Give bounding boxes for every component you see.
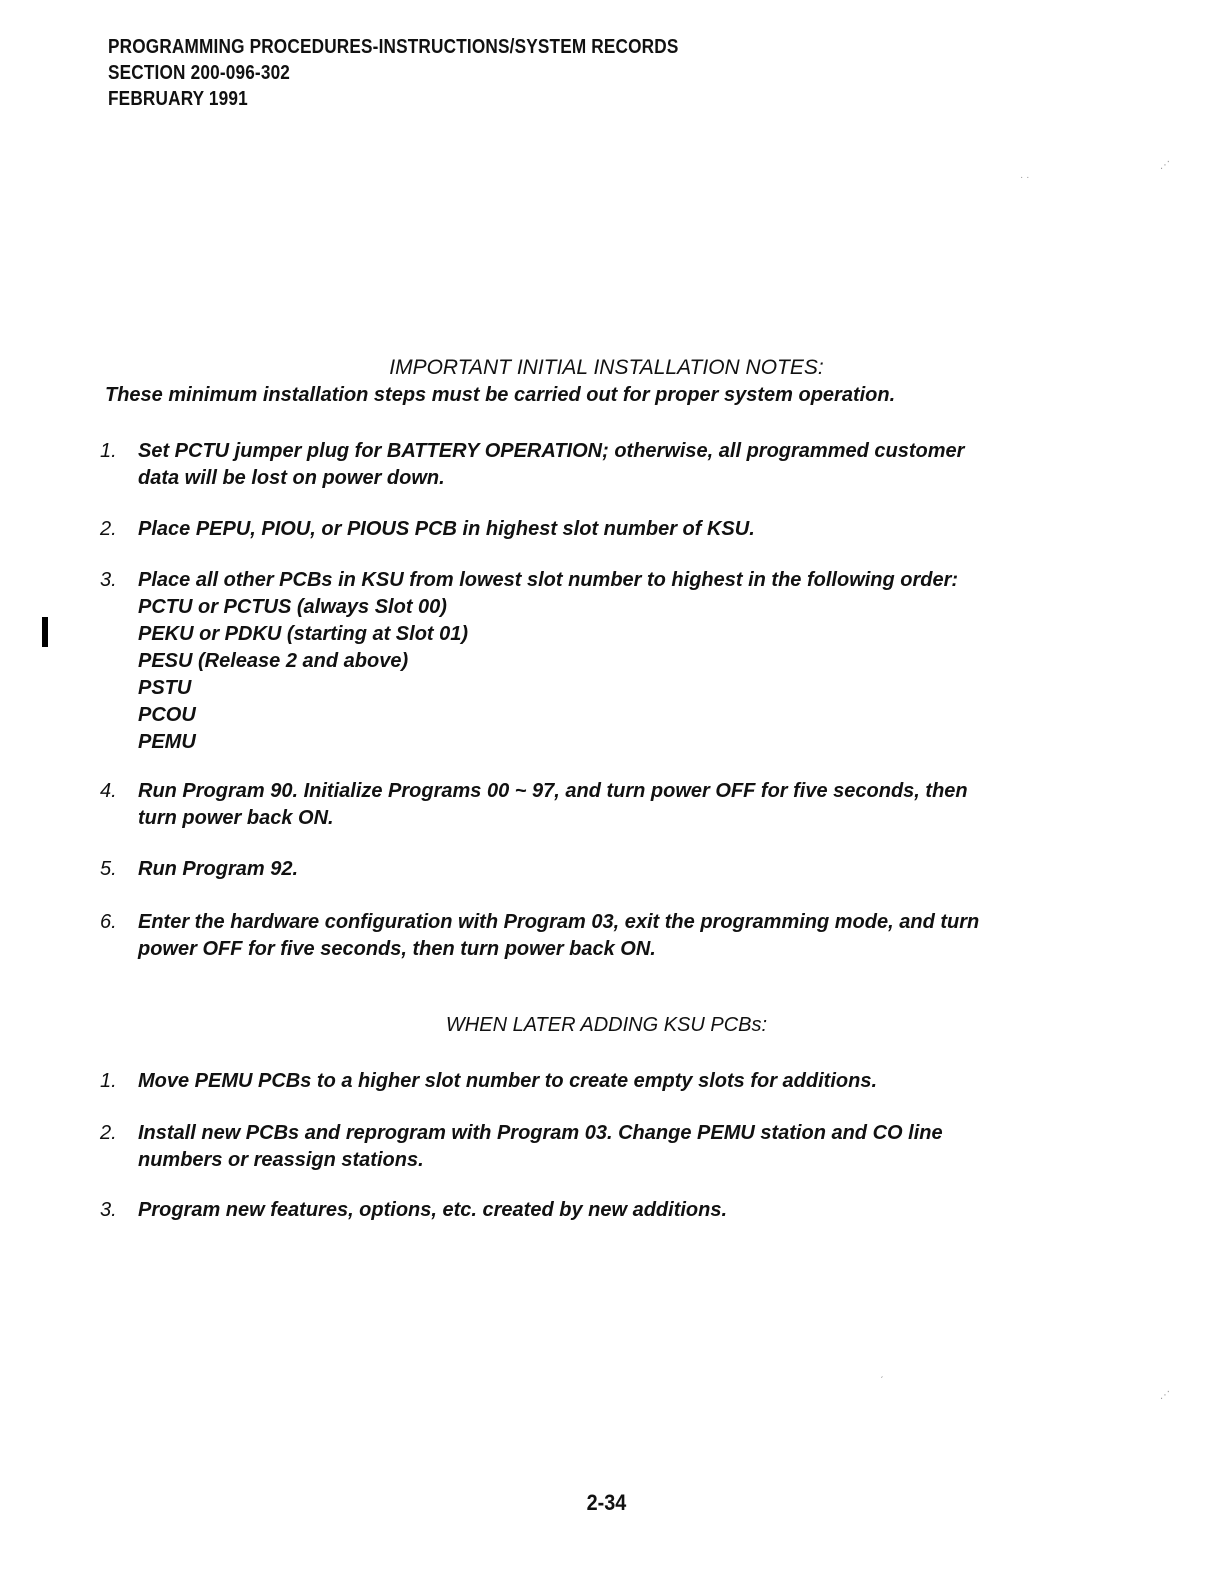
scan-speck: · ·	[1020, 172, 1030, 183]
item-line: data will be lost on power down.	[138, 467, 445, 489]
header-title: PROGRAMMING PROCEDURES-INSTRUCTIONS/SYSTEM RECORDS	[108, 36, 679, 58]
item-line: Set PCTU jumper plug for BATTERY OPERATION; otherwise, all programmed customer	[138, 440, 965, 462]
item-number: 1.	[100, 1070, 117, 1092]
item-line: Install new PCBs and reprogram with Program 03. Change PEMU station and CO line	[138, 1122, 943, 1144]
page-number: 2-34	[586, 1490, 627, 1515]
notes-subtitle: These minimum installation steps must be carried out for proper system operation.	[105, 384, 896, 406]
pcb-order-item: PCOU	[138, 704, 196, 726]
item-number: 6.	[100, 911, 117, 933]
item-line: Run Program 90. Initialize Programs 00 ~ 97, and turn power OFF for five seconds, then	[138, 780, 968, 802]
item-line: Move PEMU PCBs to a higher slot number to create empty slots for additions.	[138, 1070, 878, 1092]
pcb-order-item: PESU (Release 2 and above)	[138, 650, 409, 672]
item-line: Place PEPU, PIOU, or PIOUS PCB in highest slot number of KSU.	[138, 518, 755, 540]
pcb-order-list	[138, 594, 1100, 756]
adding-heading: WHEN LATER ADDING KSU PCBs:	[445, 1014, 768, 1036]
item-line: turn power back ON.	[138, 807, 334, 829]
item-line: Enter the hardware configuration with Program 03, exit the programming mode, and turn	[138, 911, 980, 933]
item-line: Place all other PCBs in KSU from lowest slot number to highest in the following order:	[138, 569, 959, 591]
notes-item-6	[100, 909, 1100, 963]
scan-speck: ⋰	[1160, 1390, 1170, 1401]
notes-item-5	[100, 856, 1100, 883]
adding-item-3	[100, 1197, 1100, 1224]
adding-item-1	[100, 1068, 1100, 1095]
pcb-order-item: PEKU or PDKU (starting at Slot 01)	[138, 623, 469, 645]
header-date: FEBRUARY 1991	[108, 88, 248, 110]
notes-item-1	[100, 438, 1100, 492]
document-header	[108, 34, 679, 112]
notes-item-2	[100, 516, 1100, 543]
notes-heading: IMPORTANT INITIAL INSTALLATION NOTES:	[389, 356, 824, 379]
item-number: 5.	[100, 858, 117, 880]
item-number: 1.	[100, 440, 117, 462]
item-number: 4.	[100, 780, 117, 802]
revision-change-bar	[42, 617, 48, 647]
adding-item-2	[100, 1120, 1100, 1174]
pcb-order-item: PCTU or PCTUS (always Slot 00)	[138, 596, 447, 618]
item-line: power OFF for five seconds, then turn power back ON.	[138, 938, 656, 960]
item-number: 3.	[100, 1199, 117, 1221]
item-number: 2.	[100, 1122, 117, 1144]
notes-item-3	[100, 567, 1100, 756]
item-number: 3.	[100, 569, 117, 591]
scan-speck: ˏ	[880, 1368, 884, 1379]
item-line: Program new features, options, etc. created by new additions.	[138, 1199, 728, 1221]
pcb-order-item: PSTU	[138, 677, 192, 699]
header-section: SECTION 200-096-302	[108, 62, 291, 84]
scan-speck: ⋰	[1160, 160, 1170, 171]
item-number: 2.	[100, 518, 117, 540]
pcb-order-item: PEMU	[138, 731, 196, 753]
notes-item-4	[100, 778, 1100, 832]
item-line: numbers or reassign stations.	[138, 1149, 424, 1171]
item-line: Run Program 92.	[138, 858, 299, 880]
